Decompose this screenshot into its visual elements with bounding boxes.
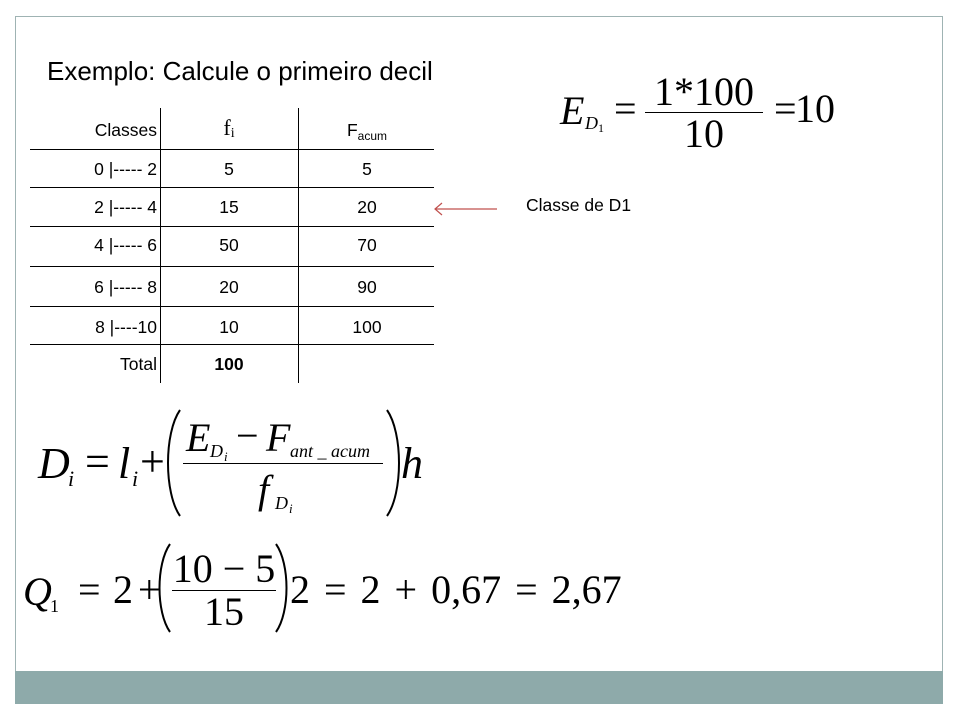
di-num-e-sub-i: i — [224, 449, 228, 464]
row-class: 2 |----- 4 — [94, 197, 157, 217]
row-fi: 5 — [224, 159, 234, 179]
table-divider — [30, 266, 434, 267]
di-sub-i: i — [68, 466, 75, 491]
ed-sub-1: 1 — [598, 121, 604, 135]
header-facum-base: F — [346, 120, 358, 140]
row-facum: 5 — [362, 159, 372, 179]
ed-numerator: 1*100 — [654, 69, 754, 114]
di-h: h — [401, 439, 423, 488]
di-den-f-sub-d: D — [275, 493, 288, 513]
di-num-e-sub-d: D — [210, 441, 223, 461]
total-label: Total — [120, 354, 157, 374]
q1-two: 2 — [113, 567, 133, 612]
row-facum: 100 — [352, 317, 382, 337]
class-d1-label: Classe de D1 — [526, 195, 632, 215]
left-paren-icon — [160, 408, 182, 518]
q1-numerator: 10 − 5 — [172, 546, 276, 591]
row-facum: 20 — [357, 197, 377, 217]
row-class: 8 |----10 — [95, 317, 157, 337]
di-fraction-bar — [183, 463, 383, 464]
di-num-e: E — [186, 415, 211, 460]
di-den-f: f — [258, 467, 270, 512]
table-column-divider — [160, 108, 161, 383]
di-eq: = — [85, 437, 110, 486]
di-num-f-sub: ant _ acum — [290, 441, 370, 461]
row-fi: 15 — [219, 197, 239, 217]
di-l-sub: i — [132, 466, 139, 491]
table-divider — [30, 187, 434, 188]
row-facum: 90 — [357, 277, 377, 297]
di-num-f: F — [266, 415, 291, 460]
table-divider — [30, 226, 434, 227]
header-facum-sub: acum — [357, 129, 388, 143]
di-den-f-sub-i: i — [289, 501, 293, 516]
table-divider — [30, 344, 434, 345]
q1-q: Q — [23, 569, 52, 614]
ed-sub-d: D — [585, 113, 598, 133]
slide-title: Exemplo: Calcule o primeiro decil — [47, 56, 433, 86]
table-column-divider — [298, 108, 299, 383]
row-class: 4 |----- 6 — [94, 235, 157, 255]
table-divider — [30, 149, 434, 150]
ed-eq2: = — [774, 86, 797, 131]
total-fi: 100 — [214, 354, 244, 374]
di-l: l — [118, 439, 131, 488]
di-d: D — [38, 439, 70, 488]
row-facum: 70 — [357, 235, 377, 255]
row-fi: 50 — [219, 235, 239, 255]
di-minus: − — [236, 413, 259, 458]
di-plus: + — [140, 437, 165, 486]
ed-eq: = — [614, 86, 637, 131]
header-fi — [162, 116, 296, 146]
row-fi: 10 — [219, 317, 239, 337]
ed-e: E — [560, 88, 585, 133]
q1-sub: 1 — [50, 596, 59, 616]
q1-plus: + — [138, 567, 161, 612]
footer-bar — [15, 671, 943, 704]
header-fi-base: f — [223, 115, 231, 140]
table-divider — [30, 306, 434, 307]
row-class: 6 |----- 8 — [94, 277, 157, 297]
q1-eq: = — [78, 567, 101, 612]
header-facum — [300, 118, 434, 148]
row-fi: 20 — [219, 277, 239, 297]
q1-rest: 2 = 2 + 0,67 = 2,67 — [290, 567, 622, 612]
ed-denominator: 10 — [684, 111, 724, 156]
arrow-left-icon — [433, 199, 499, 219]
header-fi-sub: i — [230, 126, 235, 141]
row-class: 0 |----- 2 — [94, 159, 157, 179]
q1-denominator: 15 — [204, 589, 244, 634]
ed-result: 10 — [795, 86, 835, 131]
header-classes: Classes — [94, 120, 157, 140]
